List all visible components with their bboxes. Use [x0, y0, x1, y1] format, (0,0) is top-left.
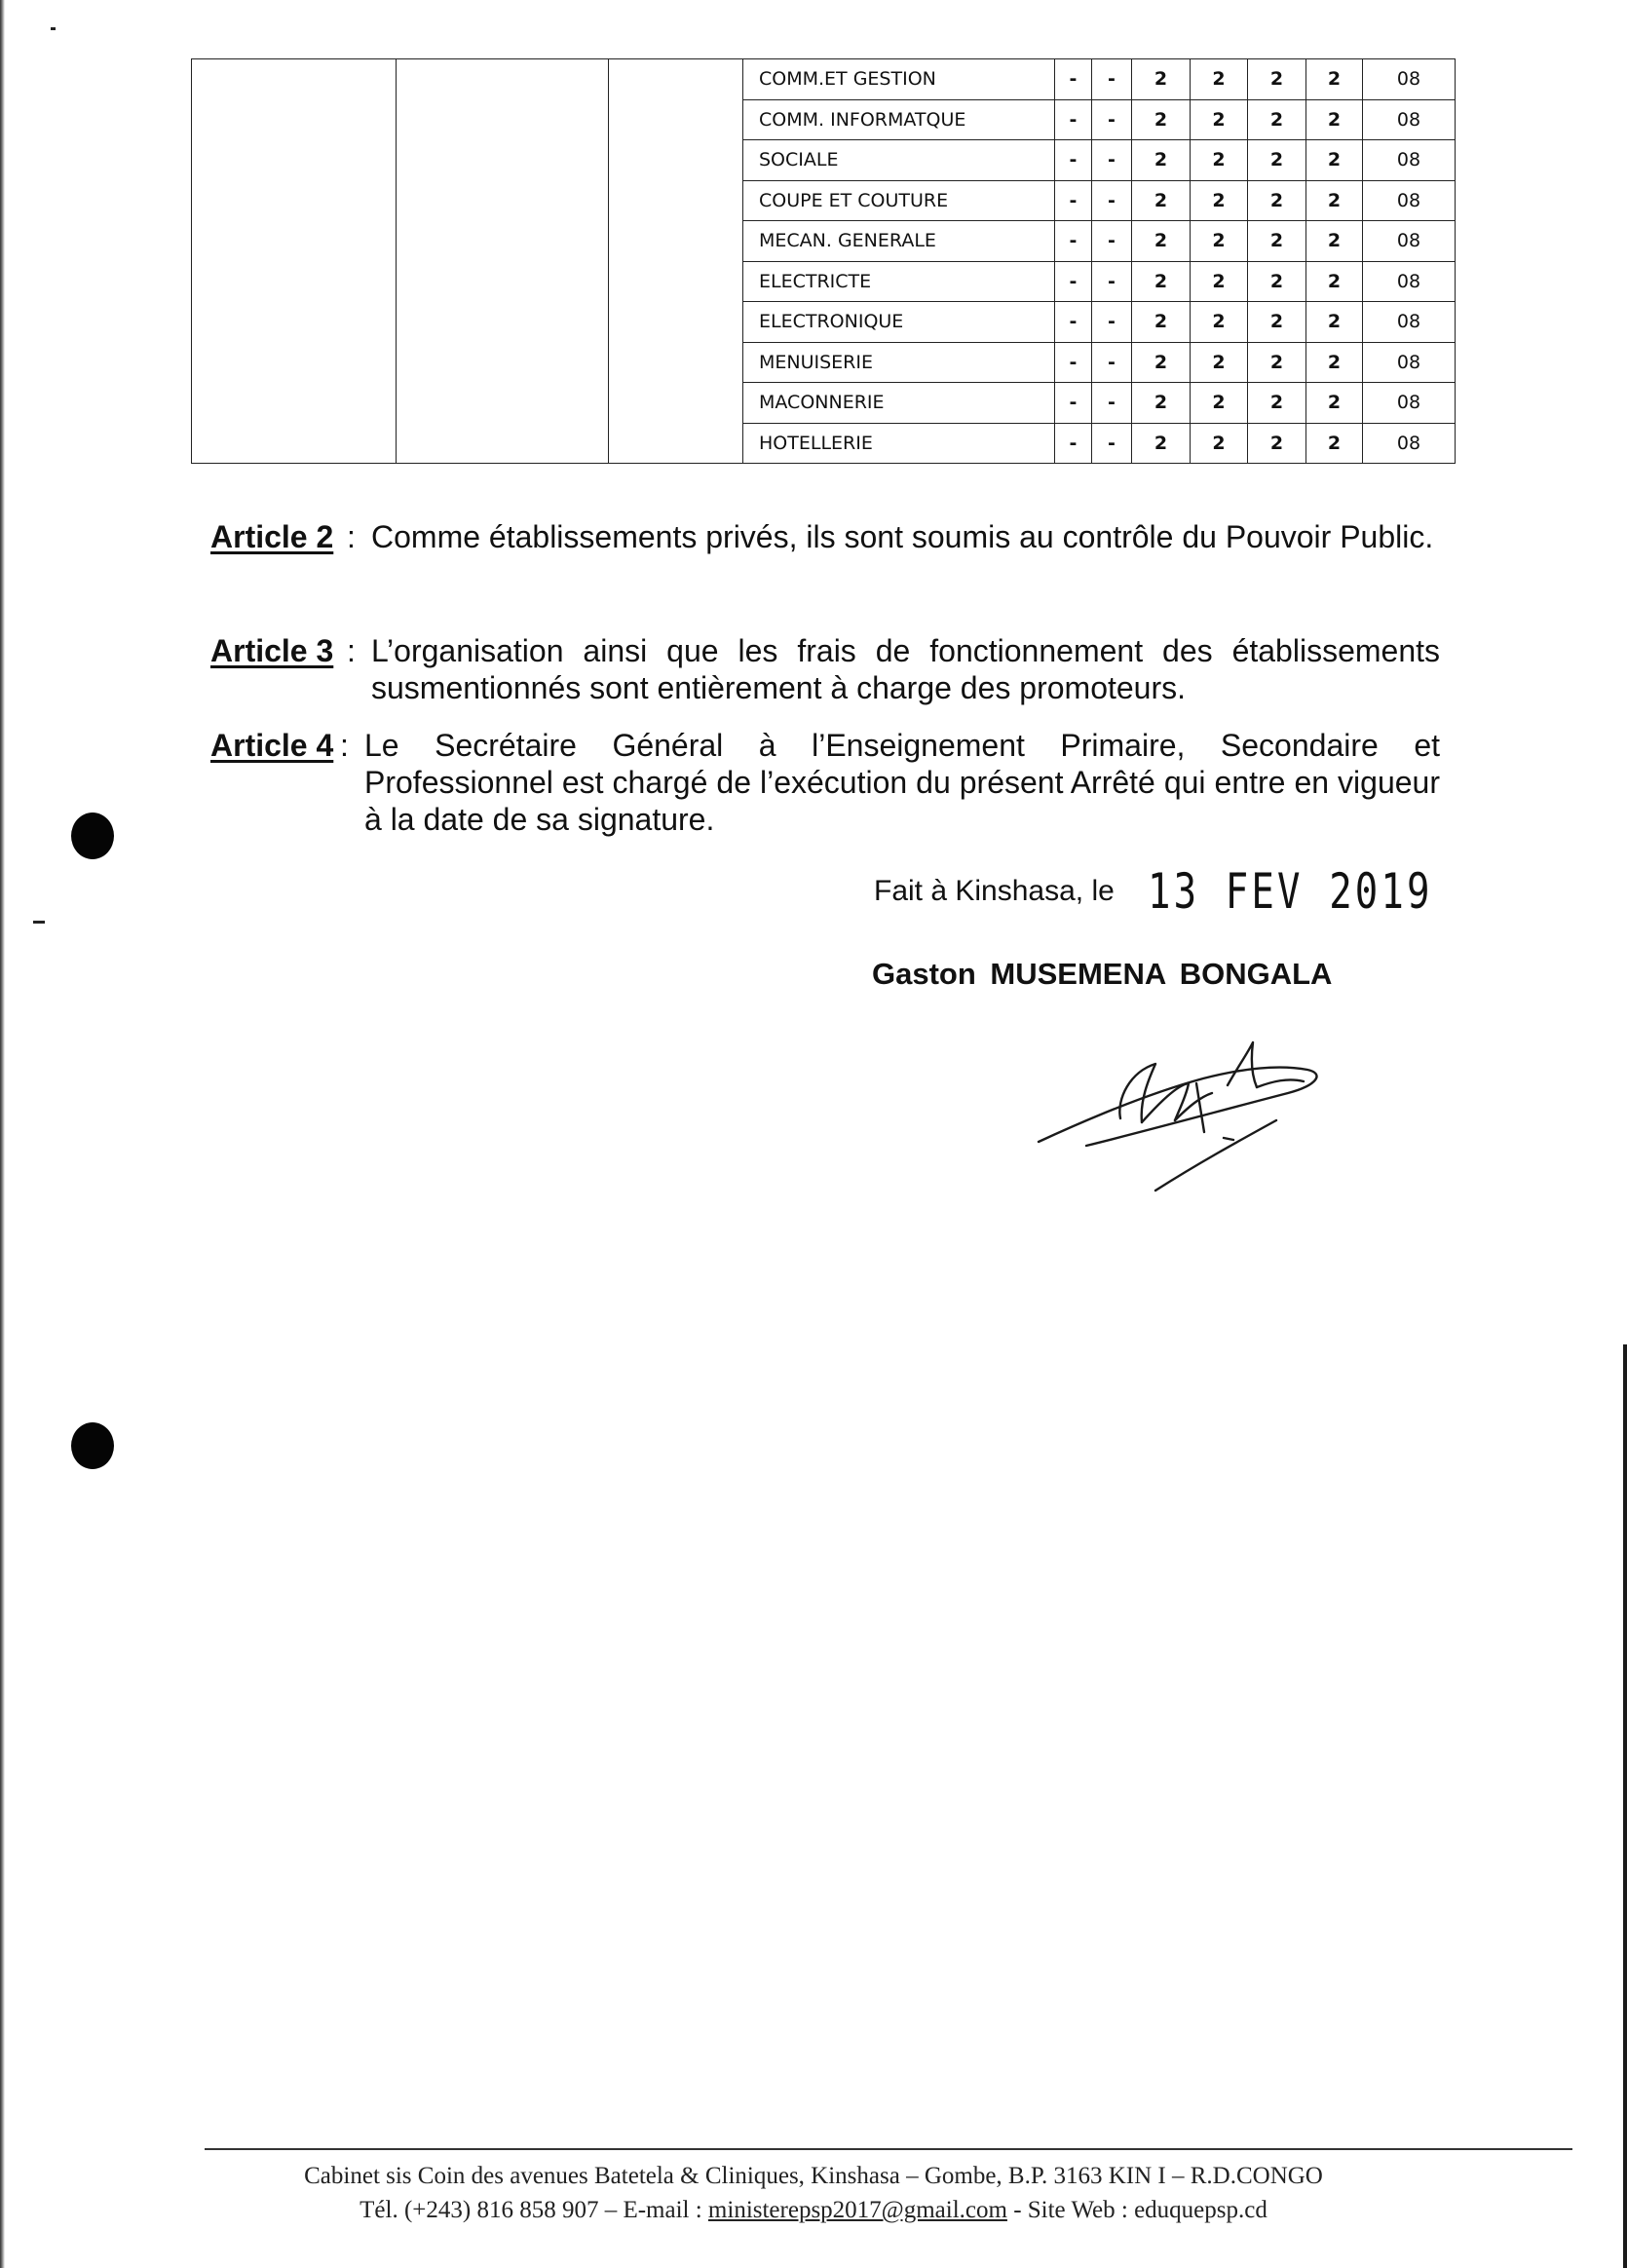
- table-row: [192, 59, 1456, 100]
- merged-empty-cell: [397, 59, 609, 464]
- total-cell: 08: [1363, 59, 1456, 100]
- class-count-cell: 2: [1306, 342, 1363, 383]
- filiere-cell: ELECTRONIQUE: [743, 302, 1055, 343]
- footer-contact: [0, 2197, 1627, 2224]
- scan-speck: [51, 27, 56, 30]
- signatory-name: Gaston MUSEMENA BONGALA: [872, 957, 1333, 991]
- article-4-colon: :: [340, 728, 349, 763]
- class-count-cell: -: [1092, 342, 1132, 383]
- scan-right-edge: [1623, 1344, 1627, 2268]
- class-count-cell: -: [1055, 261, 1092, 302]
- article-2-text: Comme établissements privés, ils sont soumis au contrôle du Pouvoir Public.: [371, 519, 1434, 554]
- class-count-cell: 2: [1132, 221, 1191, 262]
- class-count-cell: -: [1092, 221, 1132, 262]
- class-count-cell: 2: [1248, 180, 1306, 221]
- class-count-cell: 2: [1191, 99, 1248, 140]
- punch-hole: [71, 1422, 114, 1469]
- class-count-cell: 2: [1132, 140, 1191, 181]
- place-line: Fait à Kinshasa, le: [874, 875, 1115, 907]
- article-4-text: Le Secrétaire Général à l’Enseignement Primaire, Secondaire et Professionnel est chargé de l’exécution du présent Arrêté qui entre en vigueur à la date de sa signature.: [364, 728, 1440, 837]
- article-3-text: L’organisation ainsi que les frais de fonctionnement des établissements susmentionnés sont entièrement à charge des promoteurs.: [371, 633, 1440, 705]
- class-count-cell: 2: [1191, 342, 1248, 383]
- total-cell: 08: [1363, 423, 1456, 464]
- class-count-cell: 2: [1191, 140, 1248, 181]
- filiere-cell: HOTELLERIE: [743, 423, 1055, 464]
- date-stamp: 13 FEV 2019: [1148, 863, 1433, 920]
- class-count-cell: 2: [1191, 221, 1248, 262]
- class-count-cell: 2: [1248, 59, 1306, 100]
- filiere-cell: MENUISERIE: [743, 342, 1055, 383]
- scan-left-edge: [0, 0, 5, 2268]
- class-count-cell: 2: [1248, 342, 1306, 383]
- total-cell: 08: [1363, 302, 1456, 343]
- class-count-cell: 2: [1248, 99, 1306, 140]
- punch-hole: [71, 813, 114, 859]
- article-3-label: Article 3: [210, 633, 334, 668]
- class-count-cell: -: [1055, 221, 1092, 262]
- class-count-cell: 2: [1191, 423, 1248, 464]
- class-count-cell: 2: [1132, 342, 1191, 383]
- filiere-cell: COMM. INFORMATQUE: [743, 99, 1055, 140]
- class-count-cell: -: [1055, 342, 1092, 383]
- class-count-cell: -: [1092, 423, 1132, 464]
- class-count-cell: 2: [1132, 99, 1191, 140]
- total-cell: 08: [1363, 180, 1456, 221]
- class-count-cell: 2: [1132, 302, 1191, 343]
- filiere-cell: COUPE ET COUTURE: [743, 180, 1055, 221]
- class-count-cell: 2: [1306, 221, 1363, 262]
- class-count-cell: 2: [1248, 302, 1306, 343]
- class-count-cell: 2: [1191, 261, 1248, 302]
- class-count-cell: -: [1092, 99, 1132, 140]
- footer-phone: Tél. (+243) 816 858 907 – E-mail :: [359, 2197, 708, 2223]
- class-count-cell: 2: [1248, 423, 1306, 464]
- footer-email-link[interactable]: ministerepsp2017@gmail.com: [707, 2197, 1007, 2223]
- article-2: [210, 518, 1440, 555]
- merged-empty-cell: [609, 59, 743, 464]
- class-count-cell: -: [1055, 140, 1092, 181]
- class-count-cell: -: [1092, 302, 1132, 343]
- class-count-cell: 2: [1306, 180, 1363, 221]
- class-count-cell: 2: [1191, 383, 1248, 424]
- class-count-cell: 2: [1132, 261, 1191, 302]
- footer-address: Cabinet sis Coin des avenues Batetela & Cliniques, Kinshasa – Gombe, B.P. 3163 KIN I – R.D.CONGO: [304, 2163, 1323, 2189]
- class-count-cell: 2: [1191, 180, 1248, 221]
- class-count-cell: -: [1092, 180, 1132, 221]
- class-count-cell: 2: [1132, 180, 1191, 221]
- class-count-cell: -: [1055, 99, 1092, 140]
- class-count-cell: -: [1055, 302, 1092, 343]
- total-cell: 08: [1363, 140, 1456, 181]
- class-count-cell: 2: [1132, 383, 1191, 424]
- class-count-cell: 2: [1248, 383, 1306, 424]
- class-count-cell: -: [1055, 423, 1092, 464]
- merged-empty-cell: [192, 59, 397, 464]
- class-count-cell: 2: [1306, 261, 1363, 302]
- class-count-cell: 2: [1306, 383, 1363, 424]
- filiere-cell: ELECTRICTE: [743, 261, 1055, 302]
- class-count-cell: -: [1092, 383, 1132, 424]
- total-cell: 08: [1363, 99, 1456, 140]
- footer-website: - Site Web : eduquepsp.cd: [1006, 2197, 1268, 2223]
- class-count-cell: 2: [1248, 140, 1306, 181]
- article-2-label: Article 2: [210, 519, 334, 554]
- class-count-cell: 2: [1306, 140, 1363, 181]
- handwritten-signature: [1033, 1025, 1344, 1200]
- filiere-cell: MACONNERIE: [743, 383, 1055, 424]
- scan-speck: [33, 921, 45, 924]
- total-cell: 08: [1363, 342, 1456, 383]
- schools-table: [191, 58, 1456, 464]
- filiere-cell: SOCIALE: [743, 140, 1055, 181]
- class-count-cell: 2: [1248, 221, 1306, 262]
- class-count-cell: 2: [1191, 302, 1248, 343]
- filiere-cell: MECAN. GENERALE: [743, 221, 1055, 262]
- table-body: [192, 59, 1456, 464]
- total-cell: 08: [1363, 221, 1456, 262]
- class-count-cell: -: [1055, 383, 1092, 424]
- class-count-cell: -: [1092, 261, 1132, 302]
- class-count-cell: 2: [1306, 302, 1363, 343]
- class-count-cell: -: [1055, 59, 1092, 100]
- class-count-cell: 2: [1132, 59, 1191, 100]
- class-count-cell: 2: [1132, 423, 1191, 464]
- class-count-cell: 2: [1306, 99, 1363, 140]
- footer-divider: [205, 2148, 1572, 2150]
- article-3-colon: :: [347, 633, 356, 668]
- class-count-cell: 2: [1306, 59, 1363, 100]
- article-3: [210, 632, 1440, 706]
- class-count-cell: -: [1055, 180, 1092, 221]
- article-4-label: Article 4: [210, 728, 334, 763]
- class-count-cell: 2: [1306, 423, 1363, 464]
- article-4: [210, 727, 1440, 838]
- filiere-cell: COMM.ET GESTION: [743, 59, 1055, 100]
- class-count-cell: 2: [1191, 59, 1248, 100]
- total-cell: 08: [1363, 261, 1456, 302]
- total-cell: 08: [1363, 383, 1456, 424]
- class-count-cell: 2: [1248, 261, 1306, 302]
- class-count-cell: -: [1092, 59, 1132, 100]
- article-2-colon: :: [347, 519, 356, 554]
- class-count-cell: -: [1092, 140, 1132, 181]
